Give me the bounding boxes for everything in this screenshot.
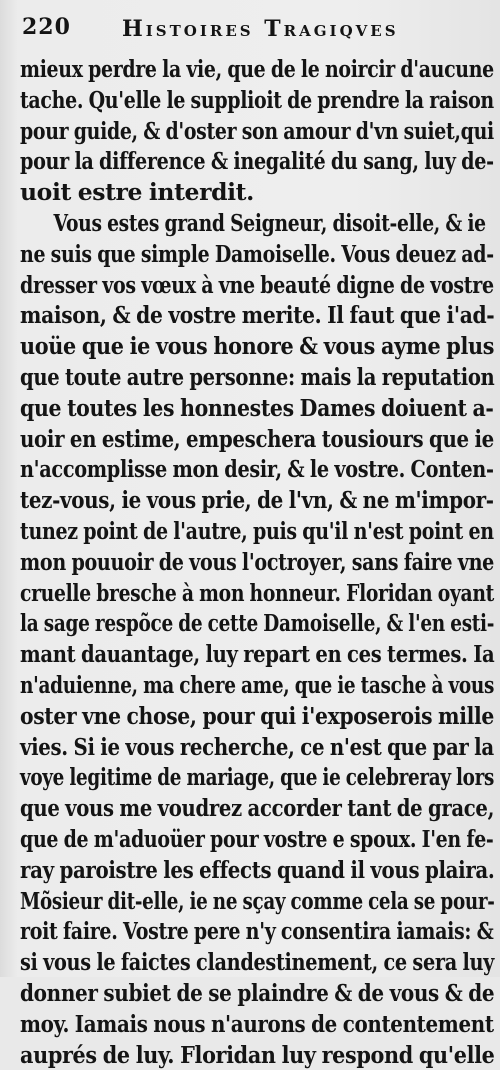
- text-line: pour la difference & inegalité du sang, luy de-: [20, 146, 407, 177]
- text-line: pour guide, & d'oster son amour d'vn suiet,qui: [20, 116, 402, 147]
- text-line: Vous estes grand Seigneur, disoit-elle, & ie: [20, 208, 398, 239]
- text-line: que toute autre personne: mais la reputation: [20, 362, 414, 393]
- text-line: tache. Qu'elle le supplioit de prendre la raison: [20, 85, 403, 116]
- text-line: uoüe que ie vous honore & vous ayme plus: [20, 331, 439, 362]
- text-line: que vous me voudrez accorder tant de grace,: [20, 793, 416, 824]
- text-line: cruelle bresche à mon honneur. Floridan oyant: [20, 578, 398, 609]
- text-line: mieux perdre la vie, que de le noircir d'aucune: [20, 54, 402, 85]
- page-header: [20, 12, 494, 46]
- text-line: tez-vous, ie vous prie, de l'vn, & ne m'impor-: [20, 485, 421, 516]
- text-line: n'aduienne, ma chere ame, que ie tasche à vous: [20, 670, 393, 701]
- text-line: vies. Si ie vous recherche, ce n'est que par la: [20, 732, 418, 763]
- text-line: voye legitime de mariage, que ie celebreray lors: [20, 762, 391, 793]
- text-line: uoir en estime, empeschera tousiours que ie: [20, 424, 419, 455]
- text-line: donner subiet de se plaindre & de vous & de: [20, 978, 423, 1009]
- text-line: que de m'aduoüer pour vostre e spoux. I'en fe-: [20, 824, 403, 855]
- text-line: que toutes les honnestes Dames doiuent a-: [20, 393, 433, 424]
- text-line: ray paroistre les effects quand il vous plaira.: [20, 855, 419, 886]
- text-line: mant dauantage, luy repart en ces termes. Ia: [20, 639, 415, 670]
- text-line: mon pouuoir de vous l'octroyer, sans faire vne: [20, 547, 406, 578]
- text-line: dresser vos vœux à vne beauté digne de vostre: [20, 270, 404, 301]
- text-line: moy. Iamais nous n'aurons de contentement: [20, 1009, 421, 1040]
- text-line: ne suis que simple Damoiselle. Vous deuez ad-: [20, 239, 403, 270]
- running-head: Histoires Tragiqves: [122, 16, 399, 42]
- page-number: 220: [22, 14, 71, 40]
- text-line: maison, & de vostre merite. Il faut que i'ad-: [20, 300, 429, 331]
- text-line: auprés de luy. Floridan luy respond qu'elle: [20, 1040, 439, 1070]
- text-line: n'accomplisse mon desir, & le vostre. Conten-: [20, 454, 409, 485]
- text-line: uoit estre interdit.: [20, 177, 494, 208]
- text-line: si vous le faictes clandestinement, ce sera luy: [20, 947, 409, 978]
- text-line: la sage respõce de cette Damoiselle, & l'en esti-: [20, 608, 393, 639]
- text-line: roit faire. Vostre pere n'y consentira iamais: &: [20, 916, 404, 947]
- text-line: tunez point de l'autre, puis qu'il n'est point en: [20, 516, 404, 547]
- text-line: oster vne chose, pour qui i'exposerois mille: [20, 701, 430, 732]
- body-text: [20, 54, 494, 1070]
- text-line: Mõsieur dit-elle, ie ne sçay comme cela se pour-: [20, 886, 390, 917]
